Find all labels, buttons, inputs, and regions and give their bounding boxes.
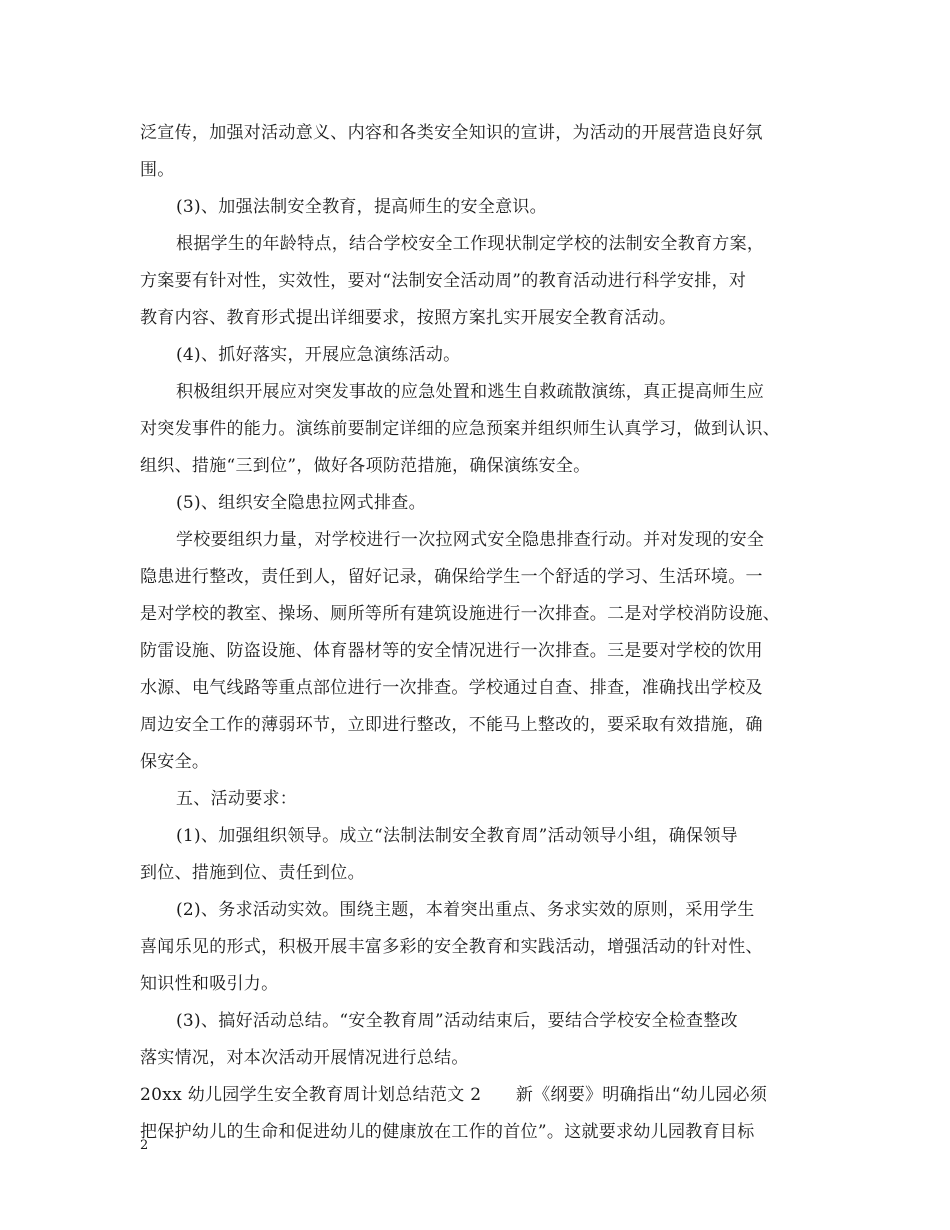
text-line: 围。 [140, 160, 175, 180]
text-line: 对突发事件的能力。演练前要制定详细的应急预案并组织师生认真学习，做到认识、 [140, 419, 781, 439]
text-line: 隐患进行整改，责任到人，留好记录，确保给学生一个舒适的学习、生活环境。一 [140, 567, 763, 587]
page-number: 2 [140, 1138, 149, 1153]
text-line: (1)、加强组织领导。成立“法制法制安全教育周”活动领导小组，确保领导 [176, 826, 738, 846]
text-line: 知识性和吸引力。 [140, 974, 279, 994]
text-line: 周边安全工作的薄弱环节，立即进行整改，不能马上整改的，要采取有效措施，确 [140, 715, 763, 735]
text-line: 泛宣传，加强对活动意义、内容和各类安全知识的宣讲，为活动的开展营造良好氛 [140, 123, 763, 143]
text-line: 20xx 幼儿园学生安全教育周计划总结范文 2 新《纲要》明确指出“幼儿园必须 [140, 1085, 768, 1105]
text-line: 把保护幼儿的生命和促进幼儿的健康放在工作的首位”。这就要求幼儿园教育目标 [140, 1122, 755, 1142]
text-line: 教育内容、教育形式提出详细要求，按照方案扎实开展安全教育活动。 [140, 308, 677, 328]
text-line: 方案要有针对性，实效性，要对“法制安全活动周”的教育活动进行科学安排，对 [140, 271, 747, 291]
text-line: 到位、措施到位、责任到位。 [140, 863, 365, 883]
section-heading: (3)、加强法制安全教育，提高师生的安全意识。 [176, 197, 547, 217]
section-heading: (4)、抓好落实，开展应急演练活动。 [176, 345, 461, 365]
section-heading: (5)、组织安全隐患拉网式排查。 [176, 493, 426, 513]
text-line: 组织、措施“三到位”，做好各项防范措施，确保演练安全。 [140, 456, 591, 476]
text-line: 积极组织开展应对突发事故的应急处置和逃生自救疏散演练，真正提高师生应 [176, 382, 765, 402]
text-line: 落实情况，对本次活动开展情况进行总结。 [140, 1048, 469, 1068]
text-line: 防雷设施、防盗设施、体育器材等的安全情况进行一次排查。三是要对学校的饮用 [140, 641, 763, 661]
text-line: (3)、搞好活动总结。“安全教育周”活动结束后，要结合学校安全检查整改 [176, 1011, 738, 1031]
text-line: 根据学生的年龄特点，结合学校安全工作现状制定学校的法制安全教育方案， [176, 234, 765, 254]
text-line: (2)、务求活动实效。围绕主题，本着突出重点、务求实效的原则，采用学生 [176, 900, 755, 920]
text-line: 是对学校的教室、操场、厕所等所有建筑设施进行一次排查。二是对学校消防设施、 [140, 604, 781, 624]
text-line: 学校要组织力量，对学校进行一次拉网式安全隐患排查行动。并对发现的安全 [176, 530, 765, 550]
section-heading: 五、活动要求： [176, 789, 298, 809]
text-line: 保安全。 [140, 752, 210, 772]
text-line: 喜闻乐见的形式，积极开展丰富多彩的安全教育和实践活动，增强活动的针对性、 [140, 937, 763, 957]
text-line: 水源、电气线路等重点部位进行一次排查。学校通过自查、排查，准确找出学校及 [140, 678, 763, 698]
